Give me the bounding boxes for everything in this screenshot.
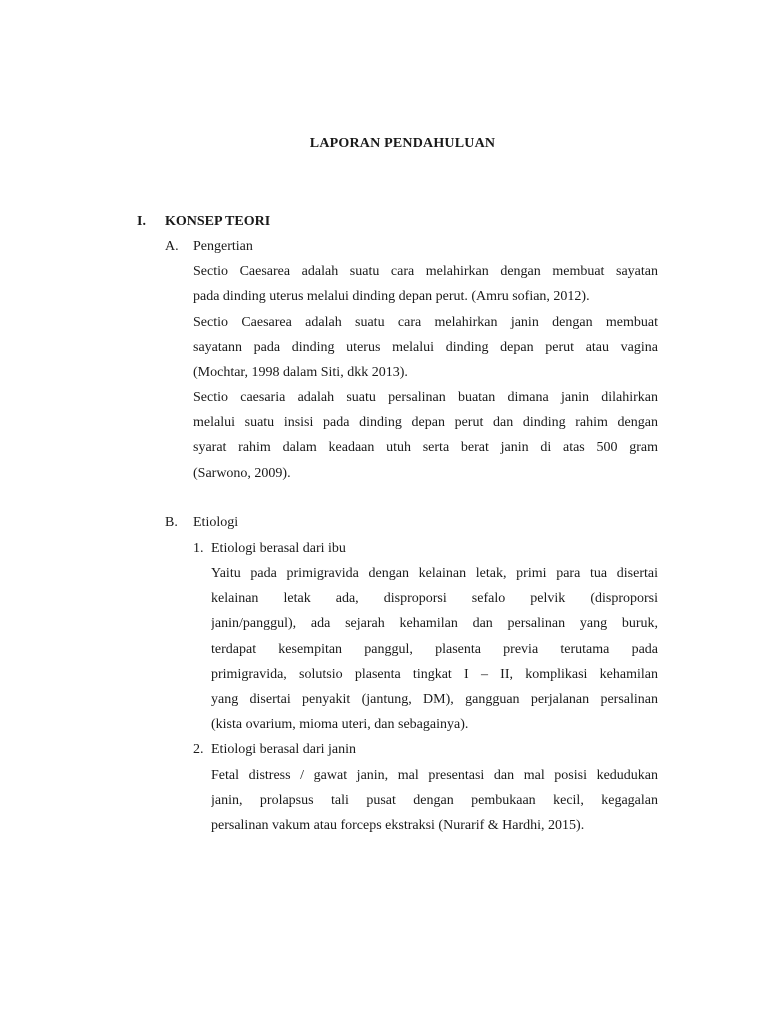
- section-number: I.: [137, 214, 146, 229]
- paragraph-line: sayatann pada dinding uterus melalui dinding depan perut atau vagina: [193, 340, 658, 355]
- subsection-a-letter: A.: [165, 239, 179, 254]
- paragraph-line: janin/panggul), ada sejarah kehamilan dan persalinan yang buruk,: [211, 616, 658, 631]
- document-title: LAPORAN PENDAHULUAN: [309, 136, 496, 151]
- paragraph-line: syarat rahim dalam keadaan utuh serta berat janin di atas 500 gram: [193, 440, 658, 455]
- paragraph-line: Sectio caesaria adalah suatu persalinan buatan dimana janin dilahirkan: [193, 390, 658, 405]
- section-heading: KONSEP TEORI: [165, 214, 271, 229]
- paragraph-line: terdapat kesempitan panggul, plasenta previa terutama pada: [211, 642, 658, 657]
- paragraph-line: (Mochtar, 1998 dalam Siti, dkk 2013).: [193, 365, 408, 380]
- subsection-a-heading: Pengertian: [193, 239, 253, 254]
- paragraph-line: melalui suatu insisi pada dinding depan perut dan dinding rahim dengan: [193, 415, 658, 430]
- paragraph-line: pada dinding uterus melalui dinding depan perut. (Amru sofian, 2012).: [193, 289, 590, 304]
- paragraph-line: Fetal distress / gawat janin, mal presentasi dan mal posisi kedudukan: [211, 768, 658, 783]
- paragraph-line: primigravida, solutsio plasenta tingkat I – II, komplikasi kehamilan: [211, 667, 658, 682]
- paragraph-line: (Sarwono, 2009).: [193, 466, 291, 481]
- paragraph-line: (kista ovarium, mioma uteri, dan sebagainya).: [211, 717, 469, 732]
- list-item-number: 1.: [193, 541, 204, 556]
- list-item-heading: Etiologi berasal dari janin: [211, 742, 357, 757]
- list-item-heading: Etiologi berasal dari ibu: [211, 541, 346, 556]
- paragraph-line: Yaitu pada primigravida dengan kelainan letak, primi para tua disertai: [211, 566, 658, 581]
- subsection-b-heading: Etiologi: [193, 515, 239, 530]
- list-item-number: 2.: [193, 742, 204, 757]
- paragraph-line: yang disertai penyakit (jantung, DM), gangguan perjalanan persalinan: [211, 692, 658, 707]
- paragraph-line: janin, prolapsus tali pusat dengan pembukaan kecil, kegagalan: [211, 793, 658, 808]
- paragraph-line: Sectio Caesarea adalah suatu cara melahirkan dengan membuat sayatan: [193, 264, 658, 279]
- subsection-b-letter: B.: [165, 515, 178, 530]
- paragraph-line: persalinan vakum atau forceps ekstraksi (Nurarif & Hardhi, 2015).: [211, 818, 585, 833]
- paragraph-line: kelainan letak ada, disproporsi sefalo pelvik (disproporsi: [211, 591, 658, 606]
- paragraph-line: Sectio Caesarea adalah suatu cara melahirkan janin dengan membuat: [193, 315, 658, 330]
